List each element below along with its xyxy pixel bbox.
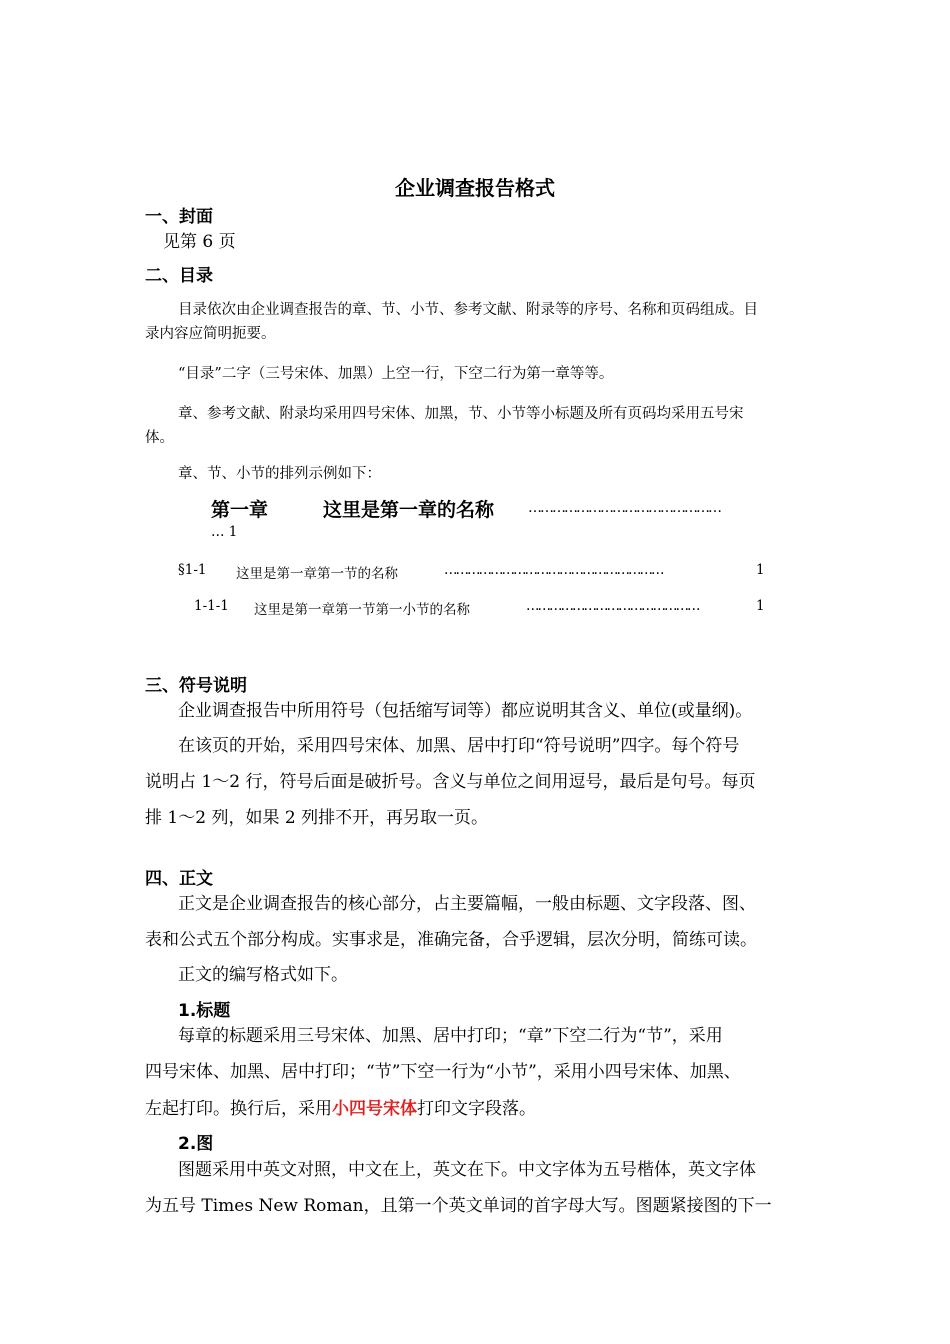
toc-paragraph-3b: 体。 <box>145 430 174 446</box>
subheading-figures: 2.图 <box>178 1134 214 1154</box>
body-line-2: 表和公式五个部分构成。实事求是，准确完备，合乎逻辑，层次分明，简练可读。 <box>145 930 757 950</box>
symbols-line-3: 说明占 1～2 行，符号后面是破折号。含义与单位之间用逗号，最后是句号。每页 <box>145 772 756 792</box>
section-heading-cover: 一、封面 <box>145 207 213 227</box>
body-line-1: 正文是企业调查报告的核心部分，占主要篇幅，一般由标题、文字段落、图、 <box>178 894 756 914</box>
subheading-titles: 1.标题 <box>178 1001 231 1021</box>
toc-example-chapter-name: 这里是第一章的名称 <box>323 499 495 521</box>
symbols-line-4: 排 1～2 列，如果 2 列排不开，再另取一页。 <box>145 808 489 828</box>
toc-example-section-leader: ………………………………………………… <box>444 562 663 578</box>
toc-example-chapter-number: 第一章 <box>211 499 269 521</box>
toc-paragraph-1b: 录内容应简明扼要。 <box>145 326 276 342</box>
toc-example-chapter-leader: ………………………………………… <box>528 500 720 516</box>
titles-line-3-post: 打印文字段落。 <box>417 1099 536 1119</box>
titles-line-1: 每章的标题采用三号宋体、加黑、居中打印；“章”下空二行为“节”，采用 <box>178 1026 723 1046</box>
titles-line-3 <box>145 1094 536 1119</box>
toc-example-section-number: §1-1 <box>178 562 207 578</box>
symbols-line-1: 企业调查报告中所用符号（包括缩写词等）都应说明其含义、单位(或量纲)。 <box>178 701 753 721</box>
document-title: 企业调查报告格式 <box>395 176 555 200</box>
section-heading-symbols: 三、符号说明 <box>145 676 247 696</box>
toc-example-subsection-name: 这里是第一章第一节第一小节的名称 <box>254 602 470 618</box>
toc-example-subsection-page: 1 <box>756 598 765 614</box>
section-heading-toc: 二、目录 <box>145 266 213 286</box>
titles-line-2: 四号宋体、加黑、居中打印；“节”下空一行为“小节”，采用小四号宋体、加黑、 <box>145 1062 741 1082</box>
section-heading-body: 四、正文 <box>145 869 213 889</box>
toc-paragraph-4: 章、节、小节的排列示例如下： <box>178 466 381 482</box>
toc-example-chapter-page: … 1 <box>211 524 238 540</box>
toc-example-subsection-number: 1-1-1 <box>194 598 229 614</box>
toc-example-section-name: 这里是第一章第一节的名称 <box>236 566 398 582</box>
toc-example-subsection-leader: ……………………………………… <box>526 598 699 614</box>
titles-line-3-pre: 左起打印。换行后，采用 <box>145 1099 332 1119</box>
figures-line-2: 为五号 Times New Roman，且第一个英文单词的首字母大写。图题紧接图的下一 <box>145 1196 772 1216</box>
body-line-3: 正文的编写格式如下。 <box>178 965 348 985</box>
symbols-line-2: 在该页的开始，采用四号宋体、加黑、居中打印“符号说明”四字。每个符号 <box>178 736 740 756</box>
cover-text: 见第 6 页 <box>163 232 236 252</box>
toc-paragraph-1a: 目录依次由企业调查报告的章、节、小节、参考文献、附录等的序号、名称和页码组成。目 <box>178 302 758 318</box>
toc-paragraph-2: “目录”二字（三号宋体、加黑）上空一行，下空二行为第一章等等。 <box>178 366 614 382</box>
toc-paragraph-3a: 章、参考文献、附录均采用四号宋体、加黑，节、小节等小标题及所有页码均采用五号宋 <box>178 406 744 422</box>
toc-example-section-page: 1 <box>756 562 765 578</box>
figures-line-1: 图题采用中英文对照，中文在上，英文在下。中文字体为五号楷体，英文字体 <box>178 1160 756 1180</box>
highlight-font-size: 小四号宋体 <box>332 1099 417 1119</box>
